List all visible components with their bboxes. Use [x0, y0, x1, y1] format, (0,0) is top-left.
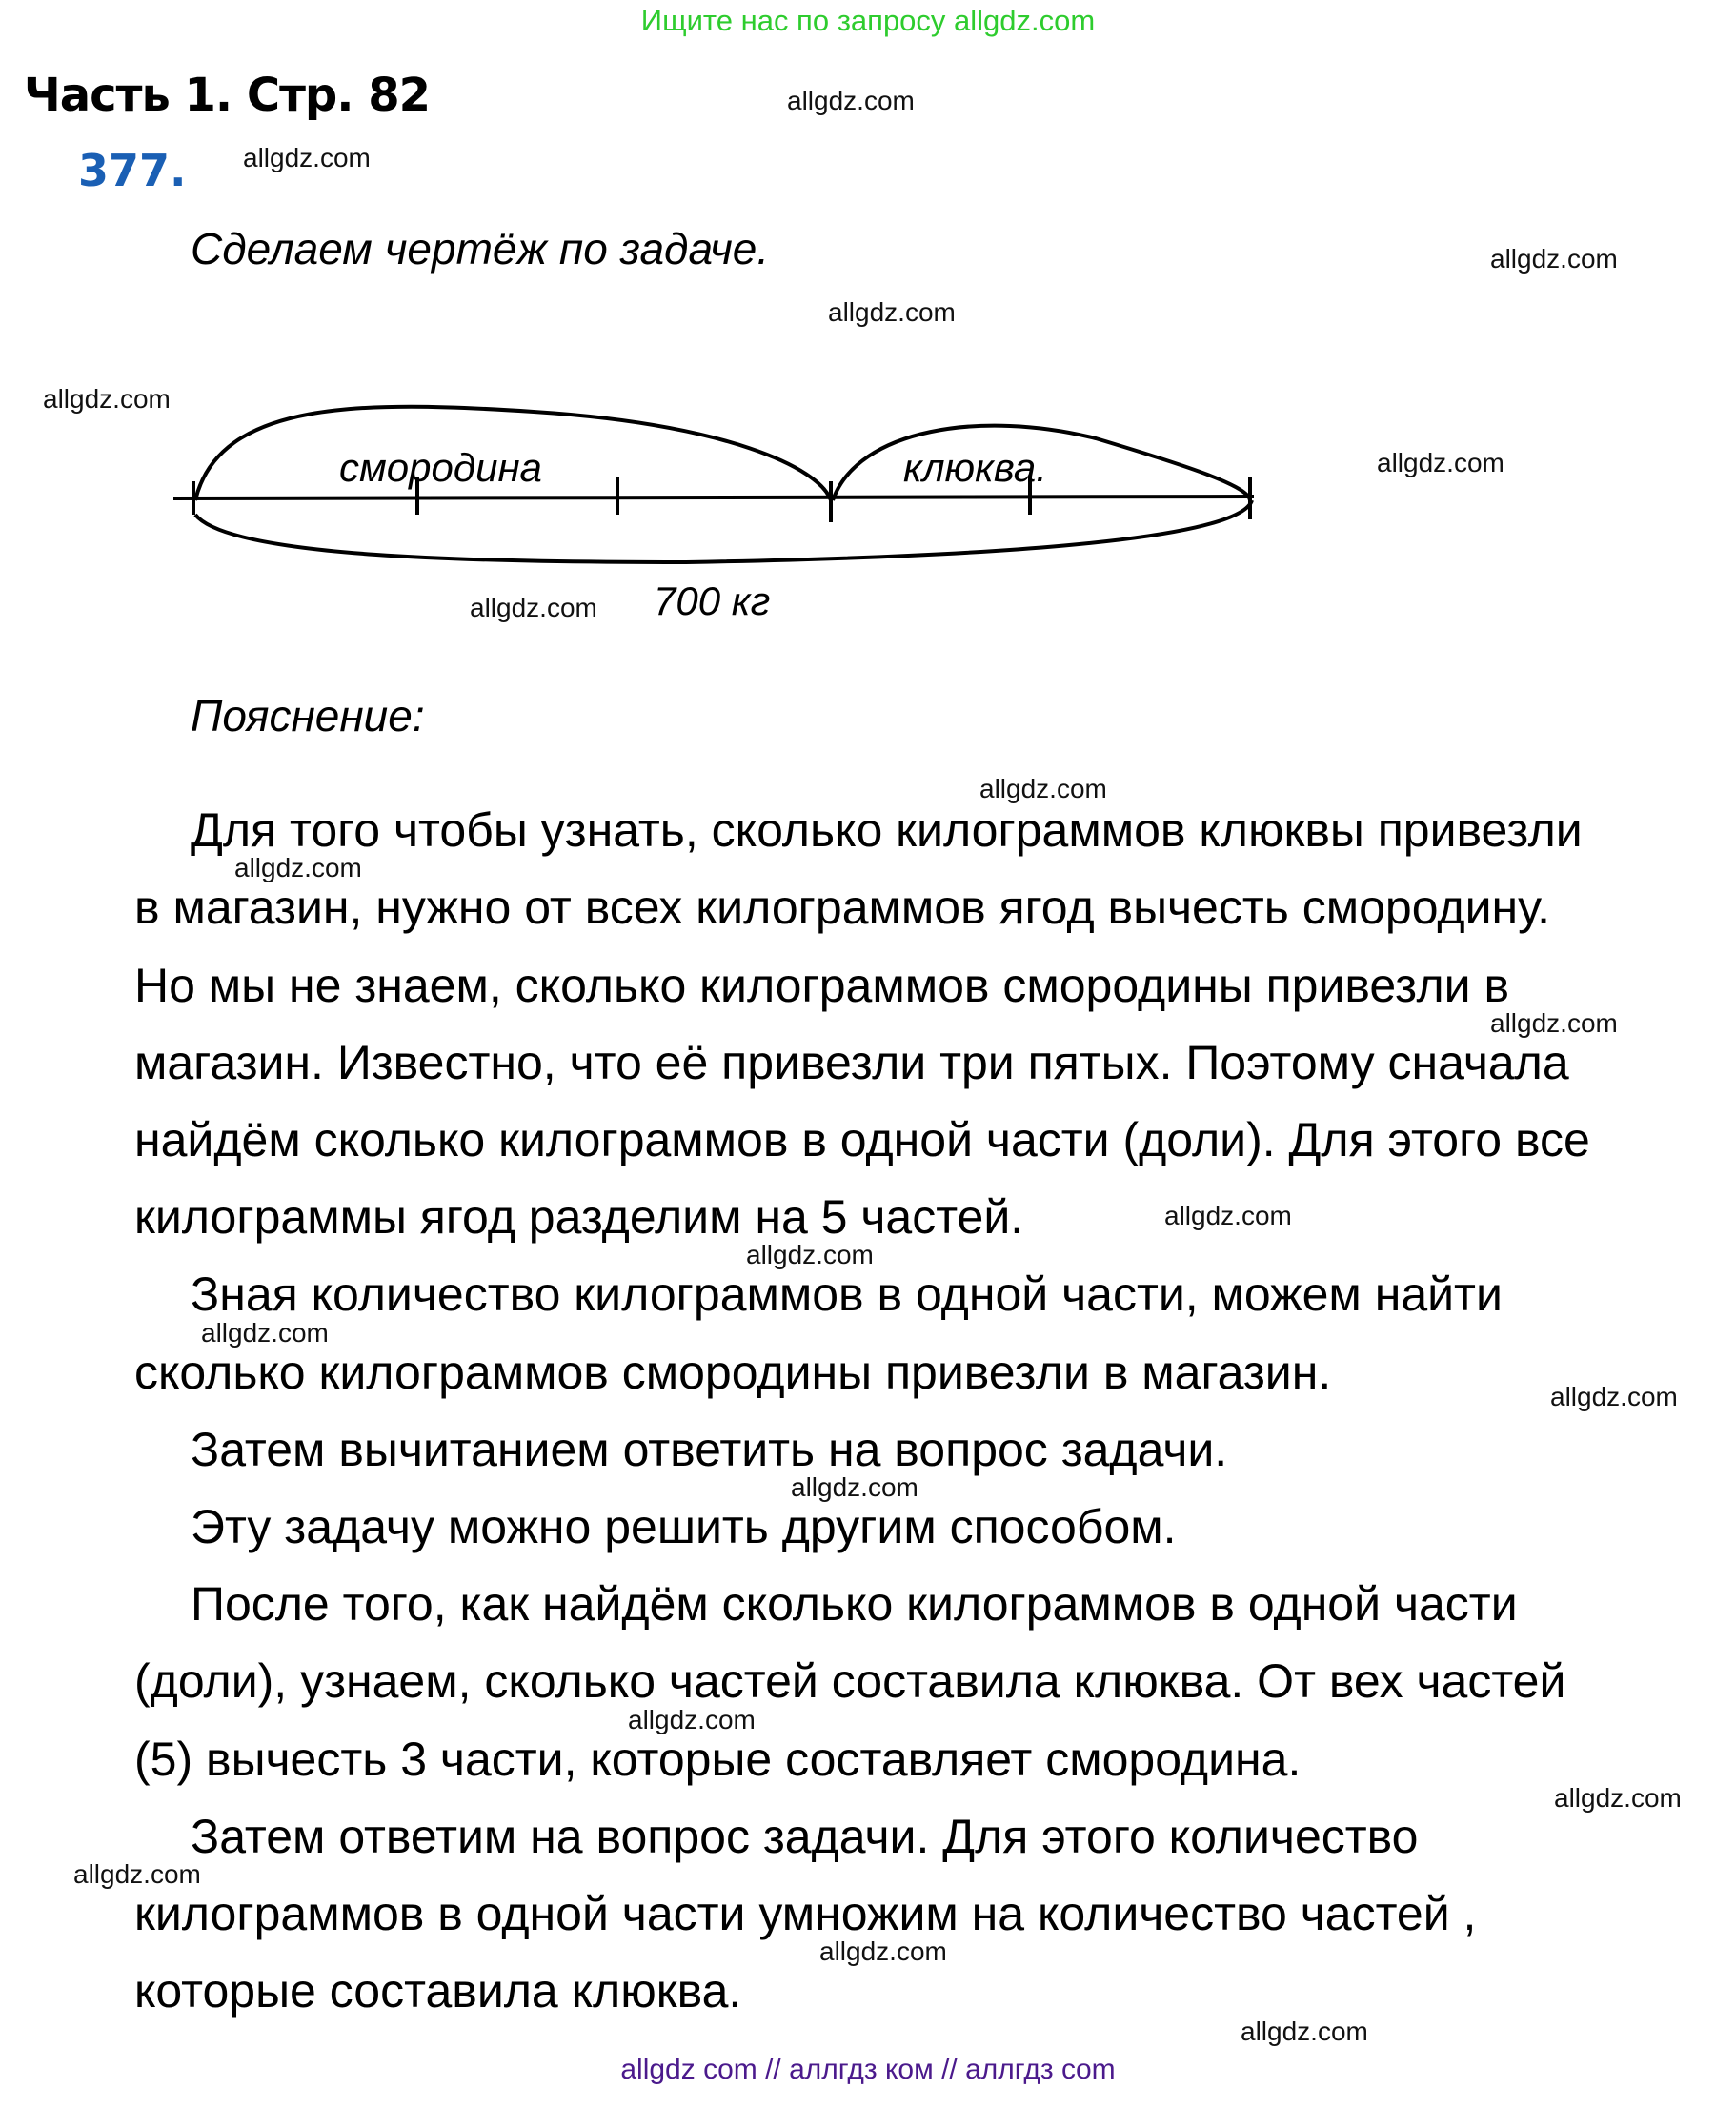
- text-line: Зная количество килограммов в одной части, можем найти: [191, 1267, 1503, 1321]
- currant-label: смородина: [339, 445, 542, 490]
- watermark: allgdz.com: [819, 1937, 947, 1966]
- watermark: allgdz.com: [73, 1859, 201, 1889]
- total-segment-line: [173, 497, 1254, 498]
- task-number: 377.: [78, 145, 187, 196]
- page-title: Часть 1. Стр. 82: [24, 69, 431, 122]
- text-line: Затем вычитанием ответить на вопрос задачи.: [191, 1423, 1228, 1476]
- watermark: allgdz.com: [787, 86, 915, 115]
- search-banner: Ищите нас по запросу allgdz.com: [640, 4, 1096, 37]
- watermark: allgdz.com: [201, 1318, 329, 1348]
- watermark: allgdz.com: [979, 774, 1107, 803]
- watermark: allgdz.com: [746, 1240, 874, 1269]
- explanation-heading: Пояснение:: [191, 691, 425, 740]
- text-line: в магазин, нужно от всех килограммов ягод вычесть смородину.: [134, 881, 1551, 934]
- text-line: магазин. Известно, что её привезли три пятых. Поэтому сначала: [134, 1036, 1569, 1089]
- watermark: allgdz.com: [1490, 244, 1618, 274]
- text-line: которые составила клюква.: [134, 1964, 742, 2018]
- text-line: сколько килограммов смородины привезли в магазин.: [134, 1346, 1332, 1399]
- cranberry-label: клюква.: [903, 445, 1047, 490]
- text-line: Эту задачу можно решить другим способом.: [191, 1500, 1177, 1553]
- total-arc: [195, 500, 1252, 562]
- text-line: Затем ответим на вопрос задачи. Для этого количество: [191, 1810, 1419, 1863]
- text-line: найдём сколько килограммов в одной части (доли). Для этого все: [134, 1113, 1590, 1166]
- watermark: allgdz.com: [1164, 1201, 1292, 1230]
- drawing-intro: Сделаем чертёж по задаче.: [191, 224, 770, 274]
- footer-links: allgdz com // аллгдз ком // аллгдз com: [620, 2054, 1116, 2085]
- text-line: Для того чтобы узнать, сколько килограммов клюквы привезли: [191, 803, 1583, 857]
- watermark: allgdz.com: [1377, 448, 1504, 477]
- watermark: allgdz.com: [1554, 1783, 1682, 1813]
- watermark: allgdz.com: [791, 1472, 918, 1502]
- watermark: allgdz.com: [1550, 1382, 1678, 1411]
- total-label: 700 кг: [654, 578, 771, 623]
- watermark: allgdz.com: [828, 297, 956, 327]
- text-line: (доли), узнаем, сколько частей составила клюква. От вех частей: [134, 1654, 1566, 1708]
- text-line: (5) вычесть 3 части, которые составляет смородина.: [134, 1733, 1302, 1786]
- text-line: Но мы не знаем, сколько килограммов смородины привезли в: [134, 959, 1510, 1012]
- text-line: килограммов в одной части умножим на количество частей ,: [134, 1887, 1477, 1940]
- watermark: allgdz.com: [43, 384, 171, 414]
- watermark: allgdz.com: [628, 1705, 756, 1734]
- text-line: После того, как найдём сколько килограммов в одной части: [191, 1577, 1518, 1631]
- watermark: allgdz.com: [470, 593, 597, 622]
- watermark: allgdz.com: [243, 143, 371, 172]
- watermark: allgdz.com: [234, 853, 362, 882]
- watermark: allgdz.com: [1241, 2017, 1368, 2046]
- text-line: килограммы ягод разделим на 5 частей.: [134, 1190, 1024, 1244]
- watermark: allgdz.com: [1490, 1008, 1618, 1038]
